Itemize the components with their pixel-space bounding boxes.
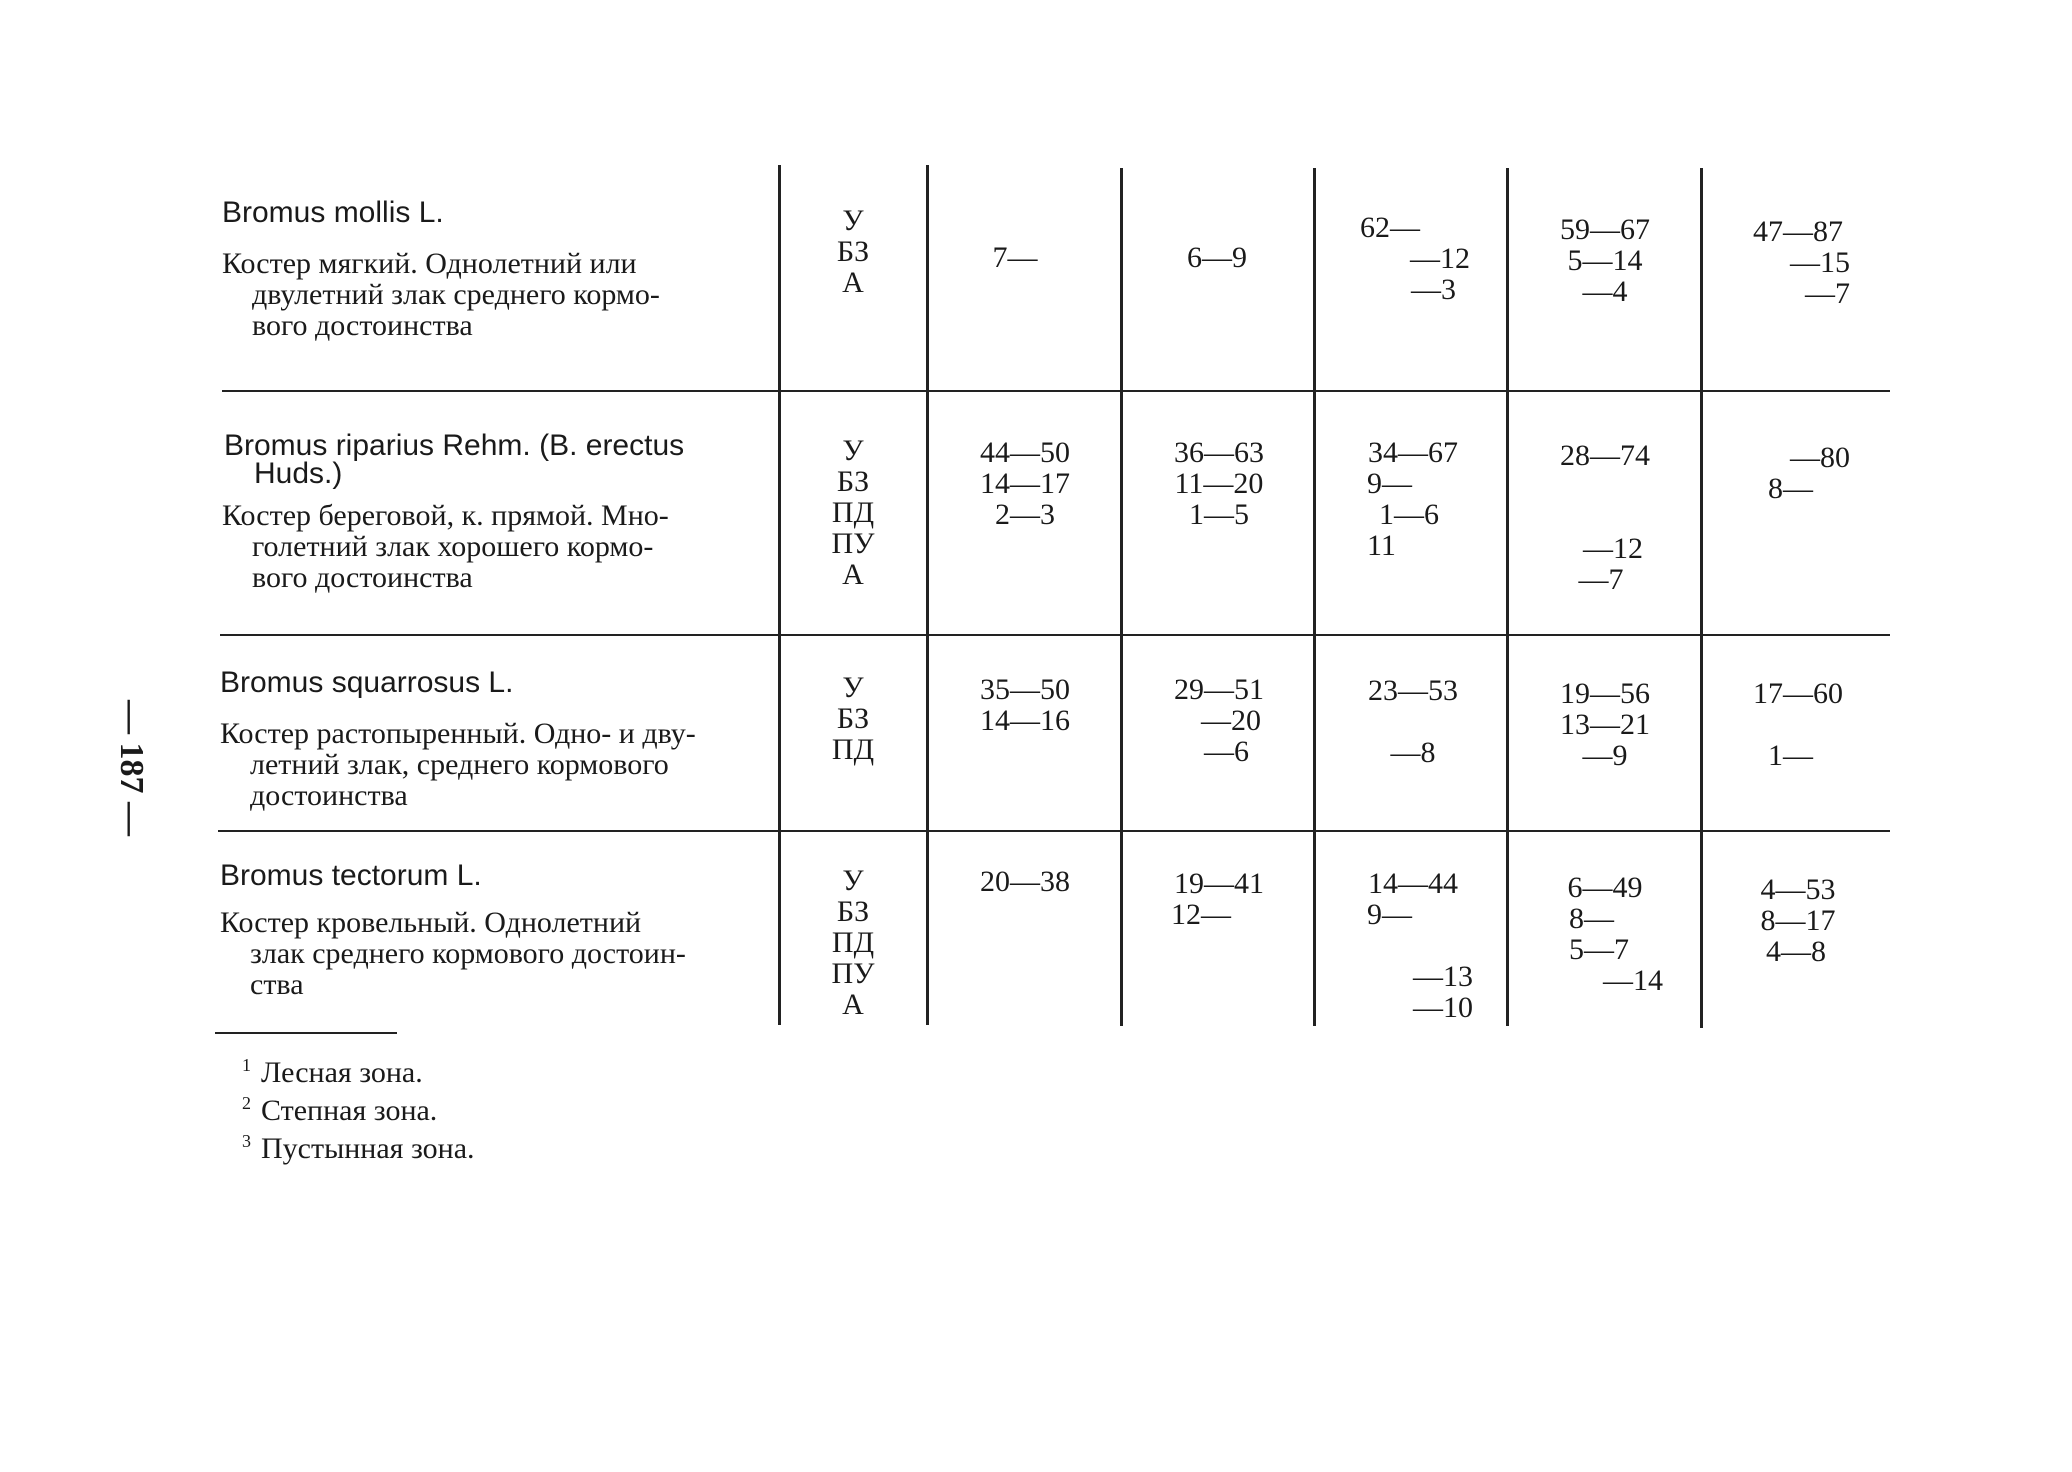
data-cell <box>1139 674 1299 767</box>
row-divider <box>220 634 1890 636</box>
cell-value: —8 <box>1390 736 1436 769</box>
cell-value: —10 <box>1413 991 1473 1024</box>
species-latin-name: Bromus riparius Rehm. (B. erectus <box>224 429 685 462</box>
data-cell <box>1333 868 1493 1023</box>
cell-value: —3 <box>1411 273 1456 306</box>
cell-value: —4 <box>1582 275 1628 308</box>
cell-value: 47—87 <box>1753 215 1843 248</box>
row-divider <box>218 830 1890 832</box>
footnote-mark: 3 <box>242 1131 251 1151</box>
zone-code: БЗ <box>836 895 870 928</box>
zone-code: БЗ <box>836 235 870 268</box>
zone-code: А <box>842 266 864 299</box>
species-description <box>220 718 760 811</box>
cell-value: 11—20 <box>1174 467 1264 500</box>
data-cell <box>1718 216 1878 309</box>
cell-value <box>1525 471 1685 502</box>
footnote <box>242 1088 475 1126</box>
description-line: двулетний злак среднего кормо- <box>252 278 660 311</box>
cell-value: 14—44 <box>1368 867 1458 900</box>
cell-value: 12— <box>1171 898 1231 931</box>
cell-value <box>1718 709 1878 740</box>
cell-value: 6—9 <box>1187 241 1247 274</box>
column-divider <box>1700 168 1703 1028</box>
cell-value: 29—51 <box>1174 673 1264 706</box>
cell-value: 1— <box>1768 739 1813 772</box>
data-cell <box>945 674 1105 736</box>
zone-codes <box>813 205 893 298</box>
species-latin-name-cont: Huds.) <box>254 457 343 490</box>
cell-value: —9 <box>1582 739 1628 772</box>
footnote-mark: 2 <box>242 1093 251 1113</box>
species-description <box>220 907 760 1000</box>
cell-value: 5—7 <box>1569 933 1629 966</box>
cell-value: 8— <box>1768 472 1813 505</box>
cell-value: —13 <box>1413 960 1473 993</box>
data-cell <box>945 866 1105 897</box>
data-cell <box>1718 442 1878 504</box>
column-divider <box>1313 168 1316 1026</box>
cell-value: 44—50 <box>980 436 1070 469</box>
cell-value: 62— <box>1360 211 1420 244</box>
data-cell <box>1525 872 1685 996</box>
row-divider <box>222 390 1890 392</box>
cell-value: 17—60 <box>1753 677 1843 710</box>
zone-code: А <box>842 988 864 1021</box>
cell-value: 36—63 <box>1174 436 1264 469</box>
footnote-mark: 1 <box>242 1055 251 1075</box>
footnote <box>242 1050 475 1088</box>
cell-value: —12 <box>1410 242 1470 275</box>
description-line: голетний злак хорошего кормо- <box>252 530 654 563</box>
cell-value: 8—17 <box>1760 904 1836 937</box>
description-line: ства <box>250 968 304 1001</box>
cell-value: 7— <box>992 241 1038 274</box>
zone-code: У <box>842 671 864 704</box>
description-line: Костер кровельный. Однолетний <box>220 906 642 939</box>
zone-code: У <box>842 204 864 237</box>
cell-value: 11 <box>1367 529 1396 562</box>
species-description <box>222 248 762 341</box>
column-divider <box>1120 168 1123 1026</box>
data-cell <box>1525 214 1685 307</box>
cell-value: —20 <box>1201 704 1261 737</box>
data-cell <box>1137 242 1297 273</box>
cell-value: —15 <box>1790 246 1850 279</box>
description-line: достоинства <box>250 779 408 812</box>
cell-value: 2—3 <box>995 498 1055 531</box>
cell-value: 1—5 <box>1189 498 1249 531</box>
data-cell <box>1333 675 1493 768</box>
cell-value: 4—53 <box>1760 873 1836 906</box>
footnote-text: Лесная зона. <box>261 1056 423 1089</box>
cell-value: —7 <box>1805 277 1850 310</box>
description-line: вого достоинства <box>252 309 473 342</box>
cell-value <box>1333 930 1493 961</box>
zone-code: А <box>842 558 864 591</box>
data-cell <box>935 242 1095 273</box>
column-divider <box>926 165 929 1025</box>
data-cell <box>1525 440 1685 595</box>
cell-value: —7 <box>1578 563 1624 596</box>
cell-value: 14—16 <box>980 704 1070 737</box>
cell-value: 19—56 <box>1560 677 1650 710</box>
zone-code: БЗ <box>836 465 870 498</box>
data-cell <box>1718 874 1878 967</box>
footnote <box>242 1126 475 1164</box>
zone-code: ПД <box>831 496 875 529</box>
cell-value: 9— <box>1367 898 1412 931</box>
cell-value: —12 <box>1583 532 1643 565</box>
cell-value: 1—6 <box>1379 498 1439 531</box>
cell-value: —6 <box>1204 735 1249 768</box>
cell-value: 4—8 <box>1766 935 1826 968</box>
species-latin-name: Bromus squarrosus L. <box>220 666 514 699</box>
page-number: — 187 — <box>113 700 150 836</box>
description-line: Костер растопыренный. Одно- и дву- <box>220 717 696 750</box>
footnote-text: Пустынная зона. <box>261 1132 475 1165</box>
species-latin-name: Bromus tectorum L. <box>220 859 482 892</box>
cell-value: 34—67 <box>1368 436 1458 469</box>
description-line: злак среднего кормового достоин- <box>250 937 686 970</box>
description-line: Костер мягкий. Однолетний или <box>222 247 637 280</box>
footnote-text: Степная зона. <box>261 1094 438 1127</box>
cell-value: 28—74 <box>1560 439 1650 472</box>
cell-value: —80 <box>1790 441 1850 474</box>
zone-codes <box>813 672 893 765</box>
footnotes <box>242 1050 475 1164</box>
data-cell <box>1718 678 1878 771</box>
column-divider <box>1506 168 1509 1026</box>
zone-code: ПУ <box>831 527 875 560</box>
data-cell <box>945 437 1105 530</box>
data-cell <box>1525 678 1685 771</box>
zone-code: ПУ <box>831 957 875 990</box>
cell-value: 23—53 <box>1368 674 1458 707</box>
zone-codes <box>813 435 893 590</box>
cell-value: 35—50 <box>980 673 1070 706</box>
footnote-rule <box>215 1032 397 1034</box>
zone-code: ПД <box>831 733 875 766</box>
description-line: летний злак, среднего кормового <box>250 748 669 781</box>
cell-value <box>1333 706 1493 737</box>
cell-value: 59—67 <box>1560 213 1650 246</box>
description-line: Костер береговой, к. прямой. Мно- <box>222 499 669 532</box>
cell-value: 8— <box>1569 902 1614 935</box>
zone-code: У <box>842 434 864 467</box>
description-line: вого достоинства <box>252 561 473 594</box>
cell-value: —14 <box>1603 964 1663 997</box>
species-latin-name: Bromus mollis L. <box>222 196 444 229</box>
cell-value: 5—14 <box>1567 244 1643 277</box>
data-cell <box>1139 437 1299 530</box>
zone-codes <box>813 865 893 1020</box>
cell-value: 6—49 <box>1567 871 1643 904</box>
cell-value: 13—21 <box>1560 708 1650 741</box>
data-cell <box>1139 868 1299 930</box>
data-cell <box>1333 437 1493 561</box>
zone-code: ПД <box>831 926 875 959</box>
cell-value: 20—38 <box>980 865 1070 898</box>
cell-value: 14—17 <box>980 467 1070 500</box>
data-cell <box>1330 212 1490 305</box>
zone-code: БЗ <box>836 702 870 735</box>
cell-value: 9— <box>1367 467 1412 500</box>
species-description <box>222 500 762 593</box>
zone-code: У <box>842 864 864 897</box>
cell-value <box>1525 502 1685 533</box>
column-divider <box>778 165 781 1025</box>
cell-value: 19—41 <box>1174 867 1264 900</box>
